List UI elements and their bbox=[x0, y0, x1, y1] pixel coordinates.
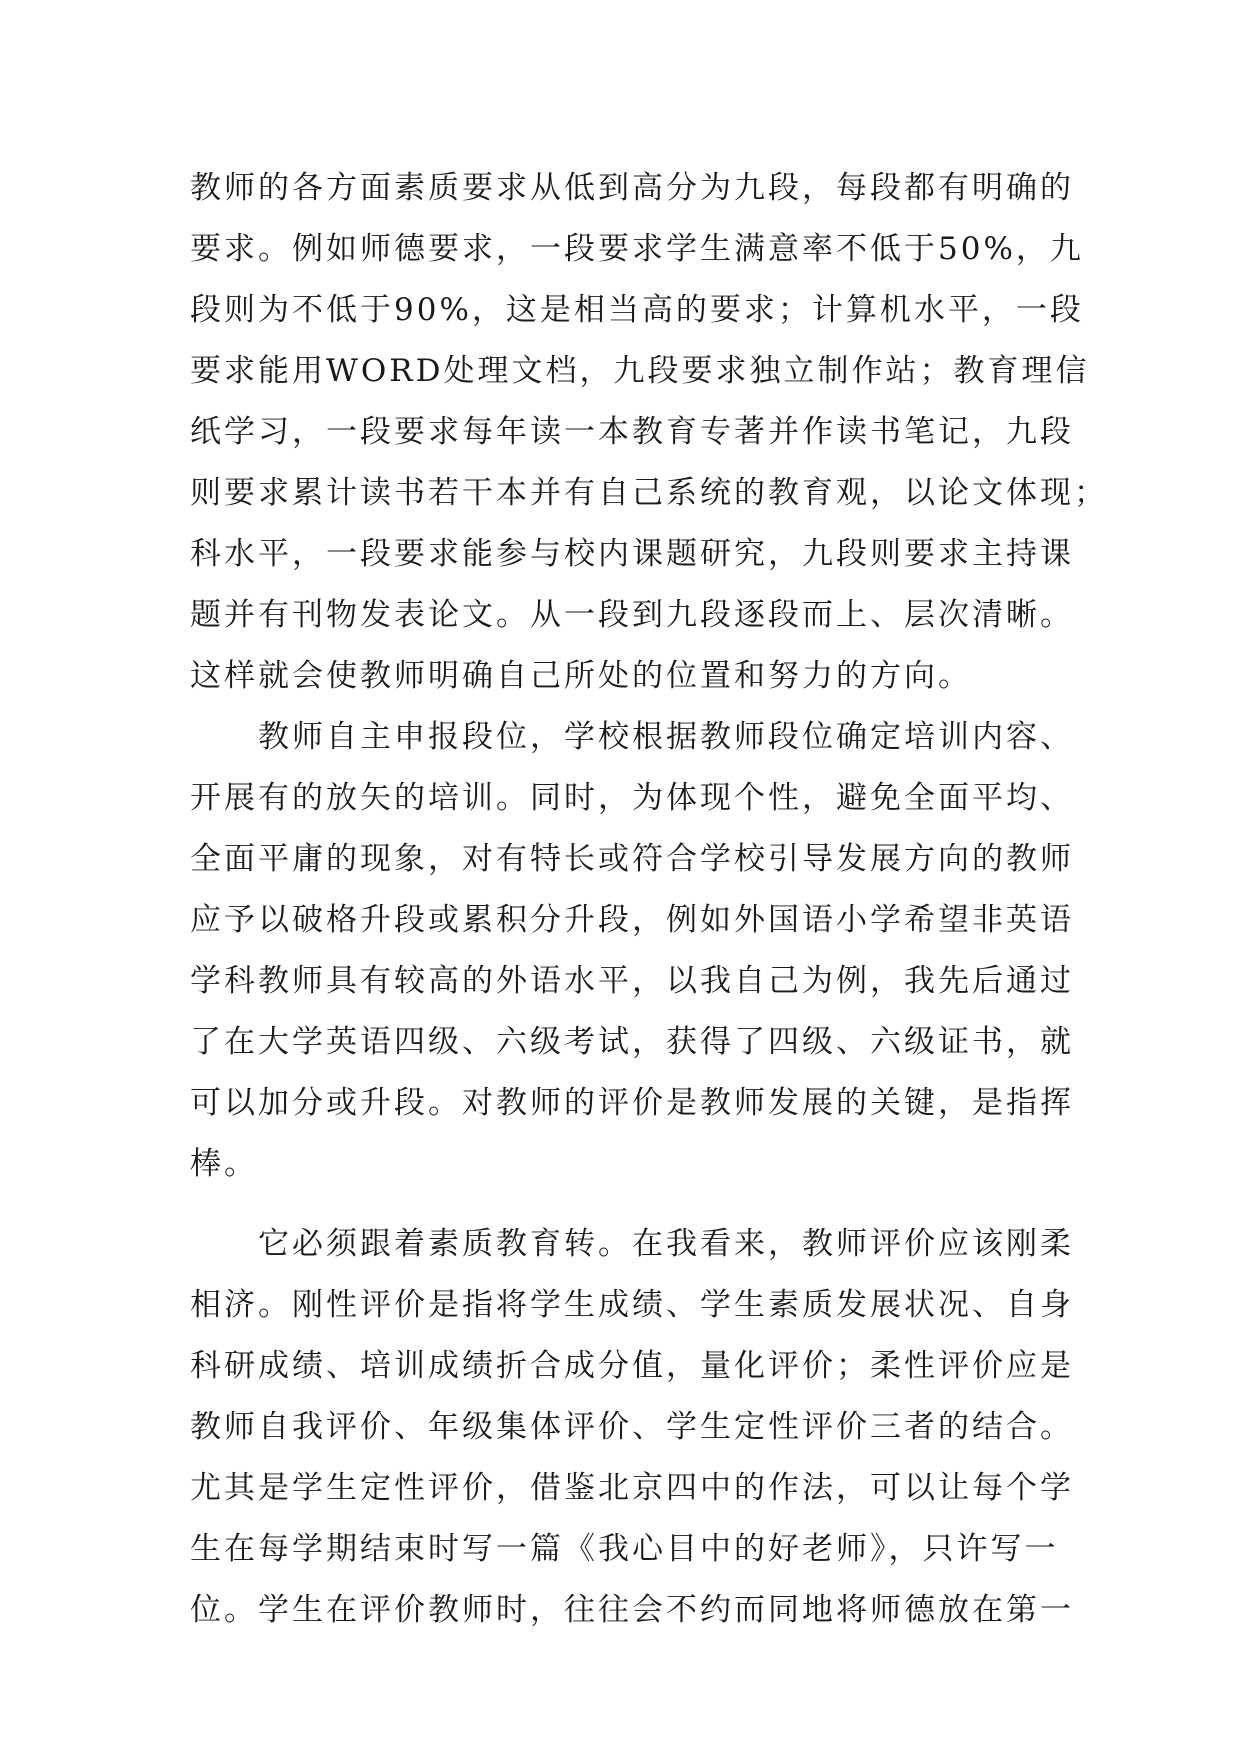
text-line: 段则为不低于90%，这是相当高的要求；计算机水平，一段 bbox=[190, 292, 1084, 328]
text-line: 要求能用WORD处理文档，九段要求独立制作站；教育理信 bbox=[190, 353, 1090, 389]
text-line: 教师的各方面素质要求从低到高分为九段，每段都有明确的 bbox=[190, 170, 1074, 206]
text-line: 科研成绩、培训成绩折合成分值，量化评价；柔性评价应是 bbox=[190, 1348, 1074, 1384]
text-line: 纸学习，一段要求每年读一本教育专著并作读书笔记，九段 bbox=[190, 414, 1074, 450]
paragraph bbox=[190, 707, 1074, 1195]
text-line: 要求。例如师德要求，一段要求学生满意率不低于50%，九 bbox=[190, 231, 1084, 267]
text-line: 棒。 bbox=[190, 1146, 258, 1182]
text-line: 相济。刚性评价是指将学生成绩、学生素质发展状况、自身 bbox=[190, 1287, 1074, 1323]
text-line: 位。学生在评价教师时，往往会不约而同地将师德放在第一 bbox=[190, 1592, 1074, 1628]
text-line: 可以加分或升段。对教师的评价是教师发展的关键，是指挥 bbox=[190, 1085, 1074, 1121]
text-line: 教师自我评价、年级集体评价、学生定性评价三者的结合。 bbox=[190, 1409, 1074, 1445]
text-line: 它必须跟着素质教育转。在我看来，教师评价应该刚柔 bbox=[258, 1226, 1074, 1262]
text-line: 教师自主申报段位，学校根据教师段位确定培训内容、 bbox=[258, 719, 1074, 755]
document-body bbox=[190, 158, 1108, 1641]
paragraph bbox=[190, 158, 1108, 707]
text-line: 了在大学英语四级、六级考试，获得了四级、六级证书，就 bbox=[190, 1024, 1074, 1060]
text-line: 学科教师具有较高的外语水平，以我自己为例，我先后通过 bbox=[190, 963, 1074, 999]
paragraph-gap bbox=[190, 1195, 1070, 1214]
text-line: 则要求累计读书若干本并有自己系统的教育观，以论文体现； bbox=[190, 475, 1108, 511]
text-line: 科水平，一段要求能参与校内课题研究，九段则要求主持课 bbox=[190, 536, 1074, 572]
text-line: 尤其是学生定性评价，借鉴北京四中的作法，可以让每个学 bbox=[190, 1470, 1074, 1506]
text-line: 全面平庸的现象，对有特长或符合学校引导发展方向的教师 bbox=[190, 841, 1074, 877]
text-line: 这样就会使教师明确自己所处的位置和努力的方向。 bbox=[190, 658, 972, 694]
paragraph bbox=[190, 1214, 1074, 1641]
text-line: 开展有的放矢的培训。同时，为体现个性，避免全面平均、 bbox=[190, 780, 1074, 816]
text-line: 生在每学期结束时写一篇《我心目中的好老师》，只许写一 bbox=[190, 1531, 1059, 1567]
text-line: 应予以破格升段或累积分升段，例如外国语小学希望非英语 bbox=[190, 902, 1074, 938]
text-line: 题并有刊物发表论文。从一段到九段逐段而上、层次清晰。 bbox=[190, 597, 1074, 633]
